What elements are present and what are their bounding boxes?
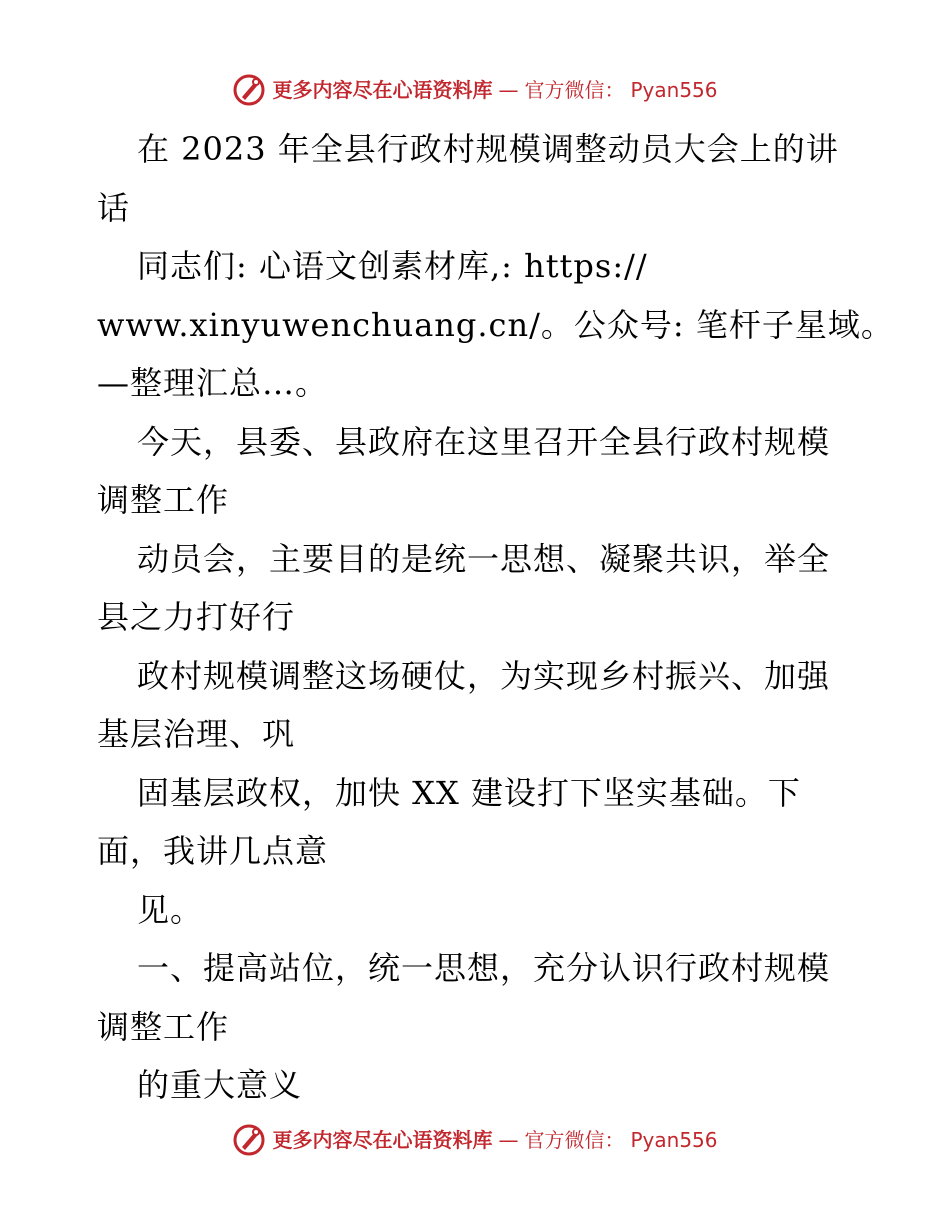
section-heading-line: 一、提高站位，统一思想，充分认识行政村规模 xyxy=(137,949,831,987)
banner-wechat-label: 官方微信： xyxy=(524,1128,625,1152)
header-banner xyxy=(0,70,950,110)
paragraph-line: 见。 xyxy=(137,890,204,929)
paragraph-line: 基层治理、巩 xyxy=(97,715,296,753)
paragraph-line: 调整工作 xyxy=(97,481,230,519)
section-heading-line: 调整工作 xyxy=(97,1007,230,1046)
document-body xyxy=(97,120,894,1115)
banner-wechat-id: Pyan556 xyxy=(630,78,718,102)
paragraph-line: 县之力打好行 xyxy=(97,598,296,636)
paragraph-line: 动员会，主要目的是统一思想、凝聚共识，举全 xyxy=(137,539,831,578)
banner-main-text: 更多内容尽在心语资料库 xyxy=(272,78,493,102)
paragraph-line: 固基层政权，加快 XX 建设打下坚实基础。下 xyxy=(137,773,801,812)
paragraph-line: —整理汇总…。 xyxy=(97,364,329,402)
paragraph-line: www.xinyuwenchuang.cn/。公众号: 笔杆子星域。 xyxy=(97,305,894,344)
paragraph-line: 同志们: 心语文创素材库,: https:// xyxy=(137,247,648,285)
banner-dash: — xyxy=(498,1128,519,1152)
document-title-line-2: 话 xyxy=(97,188,131,227)
paragraph-line: 今天，县委、县政府在这里召开全县行政村规模 xyxy=(137,422,831,461)
banner-wechat-id: Pyan556 xyxy=(630,1128,718,1152)
pen-logo-icon xyxy=(232,73,266,107)
banner-dash: — xyxy=(498,78,519,102)
paragraph-line: 面，我讲几点意 xyxy=(97,832,329,870)
section-heading-line: 的重大意义 xyxy=(137,1066,303,1104)
pen-logo-icon xyxy=(232,1123,266,1157)
banner-main-text: 更多内容尽在心语资料库 xyxy=(272,1128,493,1152)
paragraph-line: 政村规模调整这场硬仗，为实现乡村振兴、加强 xyxy=(137,656,831,695)
footer-banner xyxy=(0,1120,950,1160)
document-title-line-1: 在 2023 年全县行政村规模调整动员大会上的讲 xyxy=(137,130,839,168)
banner-wechat-label: 官方微信： xyxy=(524,78,625,102)
